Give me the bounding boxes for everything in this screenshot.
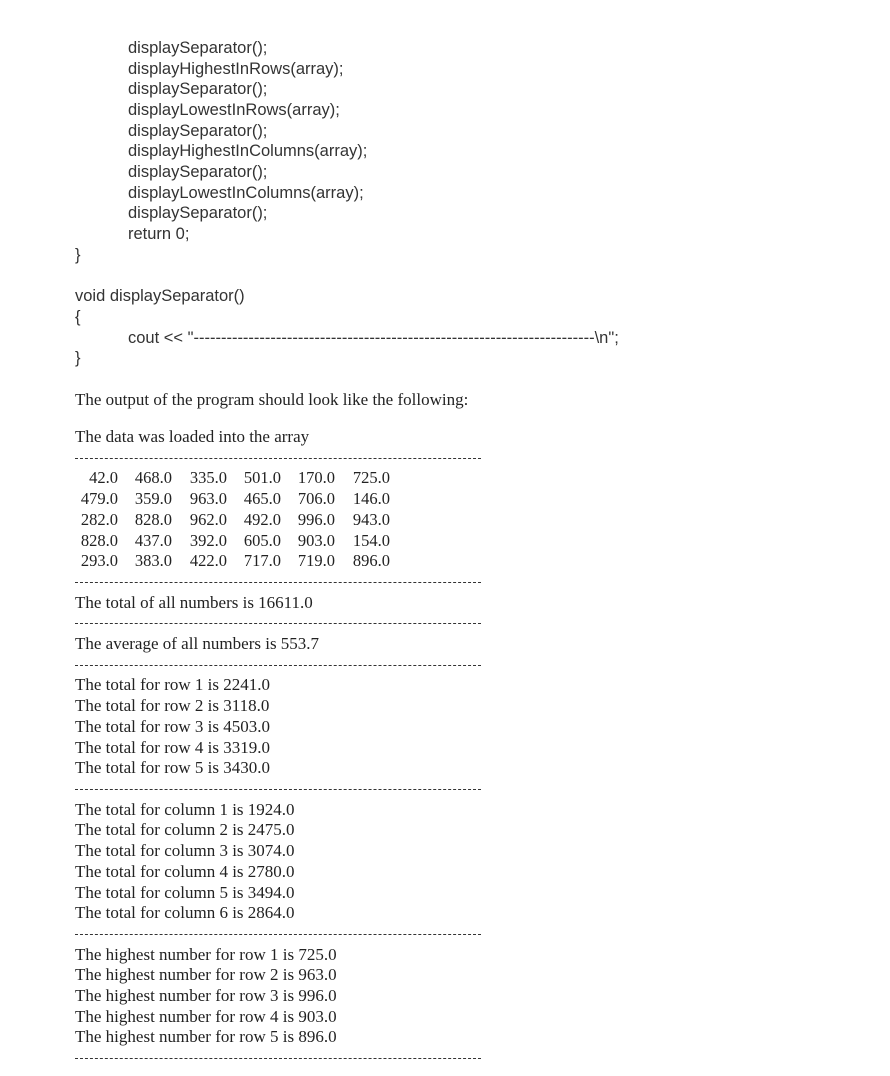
- main-close-brace: }: [75, 246, 81, 264]
- table-cell: 335.0: [189, 468, 227, 487]
- average-all-line: The average of all numbers is 553.7: [75, 634, 320, 653]
- table-cell: 293.0: [80, 551, 118, 570]
- table-cell: 717.0: [243, 551, 281, 570]
- loaded-message: The data was loaded into the array: [75, 427, 310, 446]
- func-close-brace: }: [75, 349, 81, 367]
- column-total-line: The total for column 6 is 2864.0: [75, 903, 295, 922]
- separator-line: [75, 665, 481, 666]
- table-cell: 465.0: [243, 489, 281, 508]
- total-all-line: The total of all numbers is 16611.0: [75, 593, 313, 612]
- table-cell: 422.0: [189, 551, 227, 570]
- table-cell: 962.0: [189, 510, 227, 529]
- separator-line: [75, 623, 481, 624]
- table-cell: 492.0: [243, 510, 281, 529]
- table-cell: 896.0: [352, 551, 390, 570]
- row-total-line: The total for row 1 is 2241.0: [75, 675, 270, 694]
- separator-line: [75, 934, 481, 935]
- table-cell: 963.0: [189, 489, 227, 508]
- code-line: return 0;: [128, 225, 190, 243]
- table-cell: 392.0: [189, 531, 227, 550]
- table-cell: 828.0: [80, 531, 118, 550]
- table-cell: 42.0: [89, 468, 118, 487]
- table-cell: 170.0: [297, 468, 335, 487]
- code-line: displayLowestInRows(array);: [128, 101, 340, 119]
- row-total-line: The total for row 2 is 3118.0: [75, 696, 270, 715]
- column-total-line: The total for column 5 is 3494.0: [75, 883, 295, 902]
- func-body: cout << "-------------------------------------------------------------------------\n";: [128, 329, 619, 347]
- table-cell: 903.0: [297, 531, 335, 550]
- table-cell: 706.0: [297, 489, 335, 508]
- table-cell: 828.0: [134, 510, 172, 529]
- code-line: displayHighestInColumns(array);: [128, 142, 368, 160]
- column-total-line: The total for column 4 is 2780.0: [75, 862, 295, 881]
- code-line: displaySeparator();: [128, 80, 268, 98]
- row-highest-line: The highest number for row 1 is 725.0: [75, 945, 337, 964]
- table-cell: 383.0: [134, 551, 172, 570]
- separator-line: [75, 1058, 481, 1059]
- code-line: displayLowestInColumns(array);: [128, 184, 364, 202]
- table-cell: 996.0: [297, 510, 335, 529]
- table-cell: 725.0: [352, 468, 390, 487]
- func-open-brace: {: [75, 308, 81, 326]
- table-cell: 154.0: [352, 531, 390, 550]
- separator-line: [75, 789, 481, 790]
- code-line: displaySeparator();: [128, 204, 268, 222]
- table-cell: 479.0: [80, 489, 118, 508]
- column-total-line: The total for column 1 is 1924.0: [75, 800, 295, 819]
- separator-line: [75, 582, 481, 583]
- row-total-line: The total for row 3 is 4503.0: [75, 717, 270, 736]
- column-total-line: The total for column 2 is 2475.0: [75, 820, 295, 839]
- row-total-line: The total for row 5 is 3430.0: [75, 758, 270, 777]
- code-line: displayHighestInRows(array);: [128, 60, 344, 78]
- table-cell: 359.0: [134, 489, 172, 508]
- row-highest-line: The highest number for row 5 is 896.0: [75, 1027, 337, 1046]
- row-highest-line: The highest number for row 4 is 903.0: [75, 1007, 337, 1026]
- code-line: displaySeparator();: [128, 163, 268, 181]
- table-cell: 282.0: [80, 510, 118, 529]
- separator-line: [75, 458, 481, 459]
- code-line: displaySeparator();: [128, 122, 268, 140]
- table-cell: 468.0: [134, 468, 172, 487]
- row-highest-line: The highest number for row 2 is 963.0: [75, 965, 337, 984]
- table-cell: 501.0: [243, 468, 281, 487]
- column-total-line: The total for column 3 is 3074.0: [75, 841, 295, 860]
- table-cell: 605.0: [243, 531, 281, 550]
- func-signature: void displaySeparator(): [75, 287, 245, 305]
- output-intro: The output of the program should look like the following:: [75, 390, 469, 409]
- table-cell: 719.0: [297, 551, 335, 570]
- code-line: displaySeparator();: [128, 39, 268, 57]
- table-cell: 437.0: [134, 531, 172, 550]
- row-total-line: The total for row 4 is 3319.0: [75, 738, 270, 757]
- row-highest-line: The highest number for row 3 is 996.0: [75, 986, 337, 1005]
- table-cell: 943.0: [352, 510, 390, 529]
- table-cell: 146.0: [352, 489, 390, 508]
